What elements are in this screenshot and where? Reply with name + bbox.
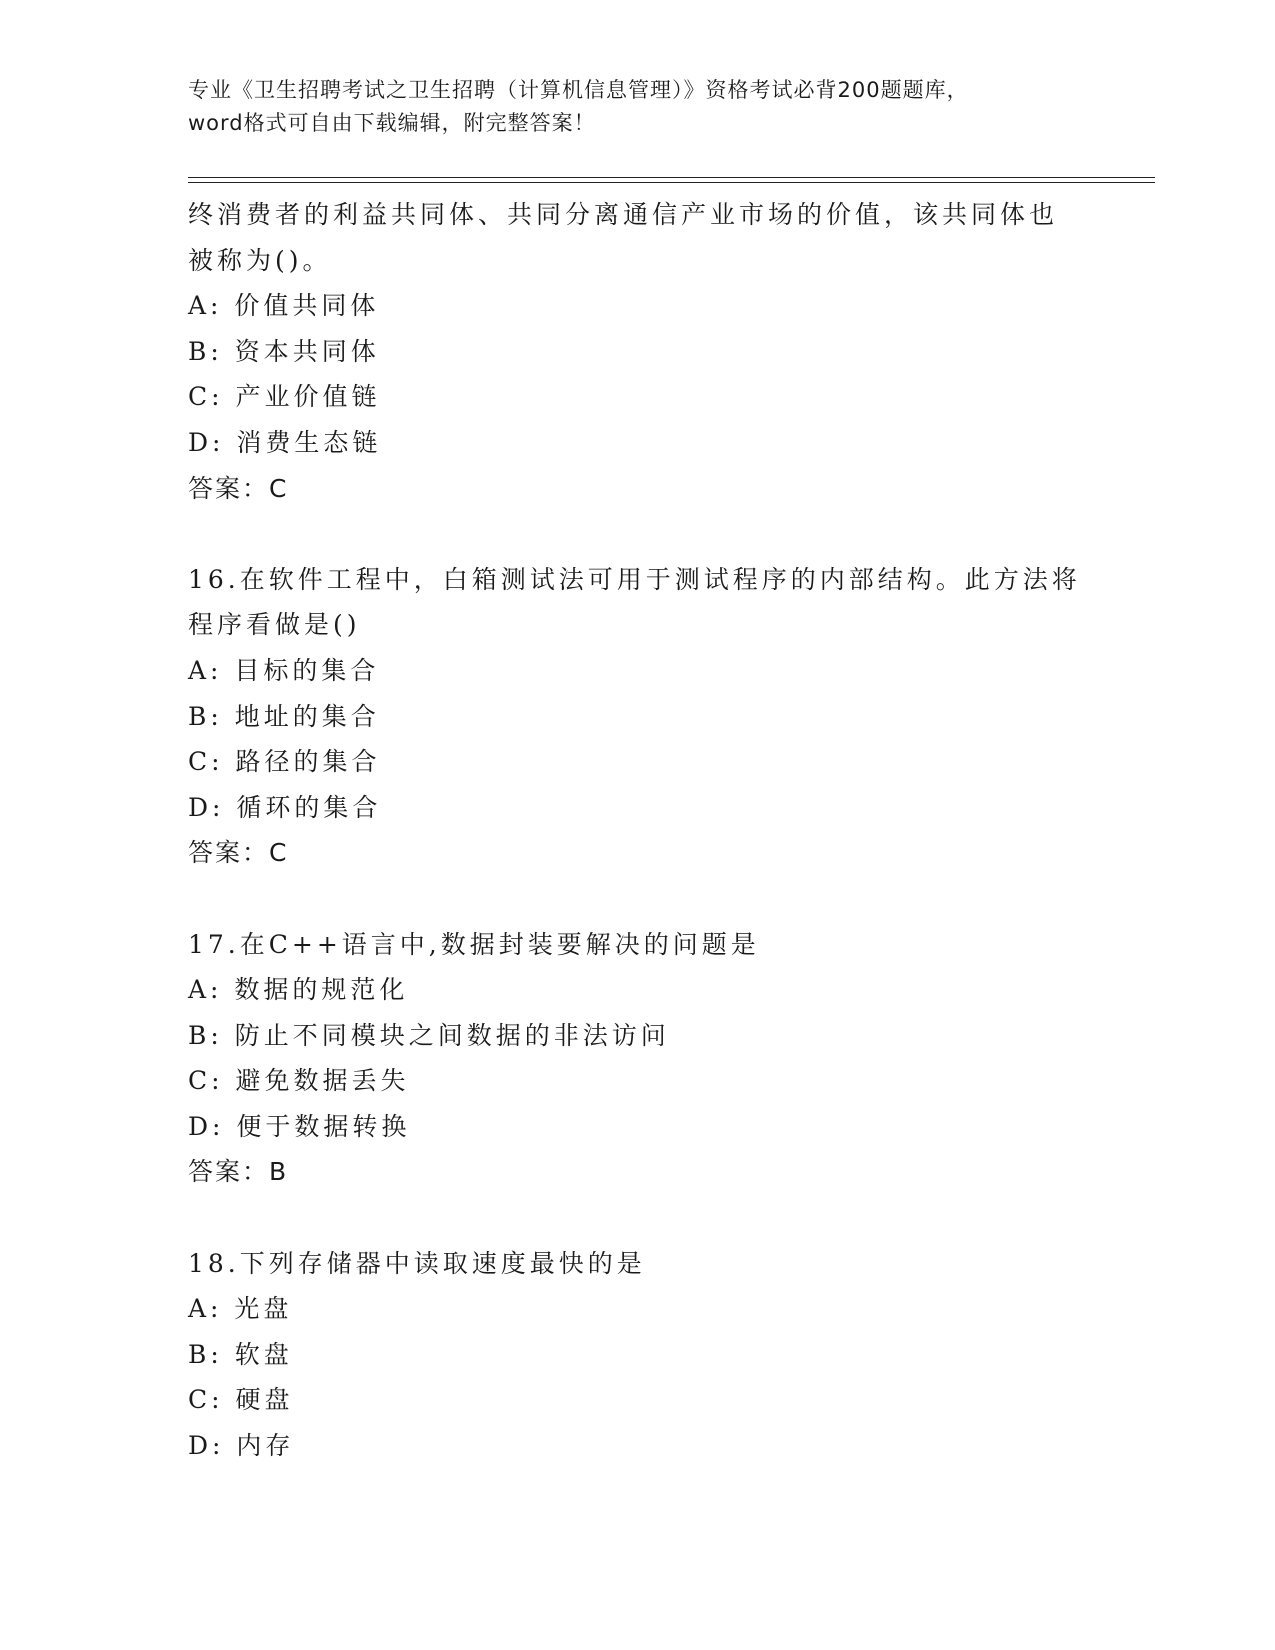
option-b: B: 防止不同模块之间数据的非法访问	[188, 1020, 670, 1050]
question-stem: 被称为()。	[188, 245, 332, 275]
spacer	[188, 511, 1148, 557]
option-a: A: 价值共同体	[188, 291, 380, 321]
question-block-17	[188, 922, 1148, 1196]
header-divider-bottom	[188, 182, 1155, 183]
option-a: A: 数据的规范化	[188, 975, 409, 1005]
answer-line: 答案：B	[188, 1157, 289, 1187]
question-block-16	[188, 557, 1148, 876]
option-d: D: 消费生态链	[188, 427, 382, 457]
question-block-15	[188, 192, 1148, 511]
answer-line: 答案：C	[188, 473, 289, 503]
header-title-line-2: word格式可自由下载编辑，附完整答案！	[188, 111, 596, 135]
spacer	[188, 1195, 1148, 1241]
question-stem: 17.在C++语言中,数据封装要解决的问题是	[188, 929, 760, 959]
option-b: B: 软盘	[188, 1339, 293, 1369]
header-title-line-1: 专业《卫生招聘考试之卫生招聘（计算机信息管理）》资格考试必背200题题库，	[188, 78, 969, 102]
option-c: C: 路径的集合	[188, 747, 381, 777]
question-stem: 终消费者的利益共同体、共同分离通信产业市场的价值，该共同体也	[188, 200, 1059, 229]
option-b: B: 地址的集合	[188, 701, 380, 731]
spacer	[188, 876, 1148, 922]
document-header	[188, 74, 1088, 140]
option-a: A: 目标的集合	[188, 655, 380, 685]
option-c: C: 硬盘	[188, 1385, 294, 1415]
question-block-18	[188, 1241, 1148, 1469]
answer-line: 答案：C	[188, 838, 289, 868]
question-stem: 18.下列存储器中读取速度最快的是	[188, 1248, 646, 1278]
option-c: C: 产业价值链	[188, 382, 381, 412]
question-stem: 16.在软件工程中，白箱测试法可用于测试程序的内部结构。此方法将	[188, 564, 1081, 594]
question-list	[188, 192, 1148, 1469]
option-d: D: 便于数据转换	[188, 1111, 411, 1141]
option-a: A: 光盘	[188, 1294, 293, 1324]
header-divider-top	[188, 177, 1155, 178]
option-d: D: 循环的集合	[188, 792, 382, 822]
option-c: C: 避免数据丢失	[188, 1066, 410, 1096]
option-b: B: 资本共同体	[188, 336, 380, 366]
option-d: D: 内存	[188, 1431, 295, 1461]
question-stem: 程序看做是()	[188, 610, 361, 640]
